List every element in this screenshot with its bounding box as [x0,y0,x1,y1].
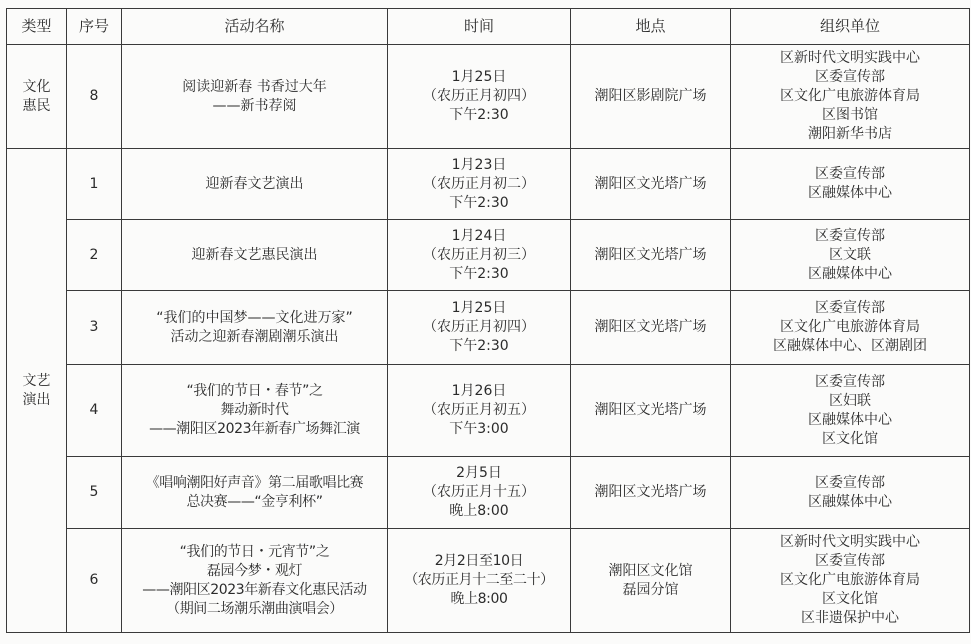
table-row [7,291,970,365]
name-line: 活动之迎新春潮剧潮乐演出 [170,328,339,345]
category-cell [7,45,67,149]
name-cell [122,45,388,149]
org-cell [731,220,970,291]
seq-cell: 8 [67,45,122,149]
time-line: 晚上8:00 [449,503,509,519]
name-line: 磊园今梦・观灯 [206,562,303,579]
place-line: 潮阳区影剧院广场 [594,88,707,104]
category-text: 演出 [22,391,51,408]
place-cell [571,457,731,529]
place-cell [571,365,731,457]
table-row [7,149,970,220]
place-line: 潮阳区文光塔广场 [594,175,707,192]
time-line: 1月23日 [451,156,507,173]
category-cell [7,149,67,633]
time-cell [388,457,571,529]
org-line: 区文化广电旅游体育局 [780,88,920,104]
time-line: 1月26日 [451,383,507,399]
org-cell [731,45,970,149]
org-line: 区融媒体中心 [808,185,892,201]
name-cell [122,291,388,365]
name-line: ——潮阳区2023年新春广场舞汇演 [149,421,360,437]
time-line: 1月24日 [451,227,507,244]
name-cell [122,529,388,633]
org-line: 区委宣传部 [815,300,885,316]
table-row [7,529,970,633]
name-line: 总决赛——“金亨利杯” [186,493,323,510]
place-cell [571,529,731,633]
org-line: 区委宣传部 [815,474,885,491]
time-line: （农历正月十五） [423,484,535,500]
org-line: 区非遗保护中心 [801,610,899,626]
time-line: 下午3:00 [449,421,509,437]
name-line: “我们的节日・春节”之 [186,383,323,399]
time-cell [388,291,571,365]
category-text: 文艺 [22,372,51,389]
name-line: 迎新春文艺惠民演出 [191,246,318,263]
category-text: 惠民 [22,97,51,114]
table-row [7,220,970,291]
name-line: 阅读迎新春 书香过大年 [182,78,327,95]
name-line: ——新书荐阅 [212,97,297,114]
org-line: 潮阳新华书店 [808,126,892,142]
seq-cell: 4 [67,365,122,457]
org-line: 区委宣传部 [815,373,885,390]
time-cell [388,529,571,633]
name-line: “我们的中国梦——文化进万家” [156,309,353,326]
name-cell [122,220,388,291]
org-line: 区文化馆 [822,591,878,607]
org-line: 区融媒体中心 [808,411,892,428]
place-line: 潮阳区文光塔广场 [594,484,707,500]
name-cell [122,149,388,220]
seq-cell: 1 [67,149,122,220]
time-line: 2月5日 [456,465,502,481]
name-cell [122,457,388,529]
org-cell [731,291,970,365]
time-cell [388,149,571,220]
table-row [7,365,970,457]
place-line: 潮阳区文光塔广场 [594,246,707,263]
org-cell [731,457,970,529]
org-cell [731,149,970,220]
time-line: 1月25日 [451,300,507,316]
org-line: 区图书馆 [822,107,878,123]
time-line: 晚上8:00 [450,591,508,607]
place-cell [571,45,731,149]
org-cell [731,365,970,457]
org-line: 区文化馆 [822,430,878,447]
org-line: 区妇联 [829,392,871,409]
org-line: 区文联 [829,246,871,263]
org-cell [731,529,970,633]
time-line: 下午2:30 [449,194,509,211]
header-time: 时间 [388,9,571,45]
time-cell [388,220,571,291]
org-line: 区文化广电旅游体育局 [780,572,920,588]
name-line: 迎新春文艺演出 [205,175,304,192]
place-cell [571,291,731,365]
table-row [7,45,970,149]
seq-cell: 2 [67,220,122,291]
org-line: 区文化广电旅游体育局 [780,319,920,335]
name-line: 《唱响潮阳好声音》第二届歌唱比赛 [145,474,364,491]
seq-cell: 3 [67,291,122,365]
events-table [6,8,970,633]
org-line: 区融媒体中心 [808,493,892,510]
time-line: （农历正月初二） [423,175,535,192]
header-seq: 序号 [67,9,122,45]
name-line: 舞动新时代 [220,402,289,418]
org-line: 区委宣传部 [815,69,885,85]
place-line: 潮阳区文光塔广场 [594,319,707,335]
header-row [7,9,970,45]
org-line: 区委宣传部 [815,166,885,182]
name-line: （期间二场潮乐潮曲演唱会） [166,600,343,617]
place-line: 磊园分馆 [622,581,679,598]
header-name: 活动名称 [122,9,388,45]
header-place: 地点 [571,9,731,45]
header-type: 类型 [7,9,67,45]
time-line: （农历正月十二至二十） [404,572,554,588]
seq-cell: 6 [67,529,122,633]
org-line: 区委宣传部 [815,227,885,244]
time-line: 2月2日至10日 [434,553,524,569]
place-line: 潮阳区文光塔广场 [594,402,707,418]
org-line: 区委宣传部 [815,553,885,569]
org-line: 区新时代文明实践中心 [780,50,920,66]
time-cell [388,365,571,457]
org-line: 区新时代文明实践中心 [780,534,920,550]
time-cell [388,45,571,149]
table-row [7,457,970,529]
name-line: ——潮阳区2023年新春文化惠民活动 [142,581,367,598]
category-text: 文化 [22,78,51,95]
time-line: （农历正月初三） [423,246,535,263]
header-org: 组织单位 [731,9,970,45]
time-line: （农历正月初五） [423,402,535,418]
place-cell [571,220,731,291]
place-line: 潮阳区文化馆 [608,562,693,579]
time-line: 下午2:30 [449,265,509,282]
time-line: 下午2:30 [449,107,509,123]
name-line: “我们的节日・元宵节”之 [179,543,330,560]
time-line: （农历正月初四） [423,319,535,335]
time-line: 1月25日 [451,69,507,85]
name-cell [122,365,388,457]
seq-cell: 5 [67,457,122,529]
org-line: 区融媒体中心 [808,265,892,282]
org-line: 区融媒体中心、区潮剧团 [773,338,927,354]
place-cell [571,149,731,220]
time-line: 下午2:30 [449,338,509,354]
time-line: （农历正月初四） [423,88,535,104]
